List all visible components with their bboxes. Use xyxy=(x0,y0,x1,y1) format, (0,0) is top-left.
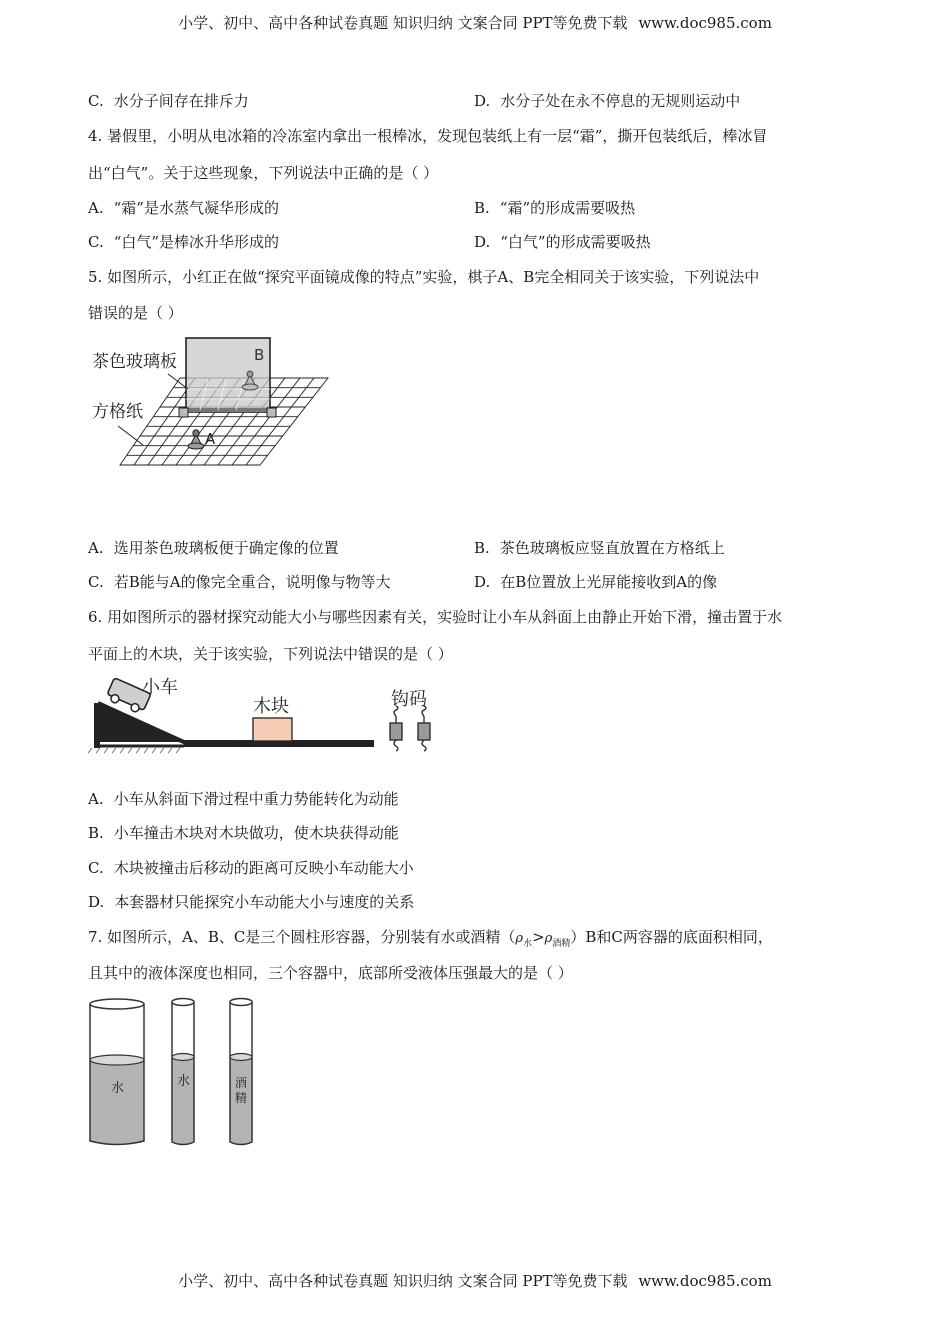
q6-stem-line2: 平面上的木块，关于该实验，下列说法中错误的是（ ） xyxy=(88,645,453,663)
q5-stem-line1: 5. 如图所示，小红正在做“探究平面镜成像的特点”实验，棋子A、B完全相同关于该实验，下列说法中 xyxy=(88,268,760,286)
page-footer xyxy=(0,1270,950,1291)
q5-mirror-figure xyxy=(88,334,338,474)
chess-piece-a xyxy=(188,430,204,449)
q7-containers-figure xyxy=(88,996,268,1151)
q6-option-d: D. 本套器材只能探究小车动能大小与速度的关系 xyxy=(88,893,415,911)
q7-stem-line1: 7. 如图所示，A、B、C是三个圆柱形容器，分别装有水或酒精$(\rho_水>\rho_{酒精})B$和C两容器的底面积相同， xyxy=(88,928,773,949)
q3-option-d: D. 水分子处在永不停息的无规则运动中 xyxy=(474,92,741,110)
container-a xyxy=(90,999,144,1145)
q6-option-a: A. 小车从斜面下滑过程中重力势能转化为动能 xyxy=(88,790,399,808)
q4-option-c: C. “白气”是棒冰升华形成的 xyxy=(88,233,280,251)
left-clip xyxy=(179,408,188,417)
footer-text: 小学、初中、高中各种试卷真题 知识归纳 文案合同 PPT等免费下载 xyxy=(178,1272,628,1290)
hook-weight-1 xyxy=(390,706,402,751)
container-b xyxy=(172,999,194,1145)
label-tinted-glass: 茶色玻璃板 xyxy=(92,352,177,372)
label-block: 木块 xyxy=(253,696,289,717)
q4-stem-line1: 4. 暑假里，小明从电冰箱的冷冻室内拿出一根棒冰，发现包装纸上有一层“霜”，撕开包装纸后，棒冰冒 xyxy=(88,127,768,145)
hook-weight-2 xyxy=(418,706,430,751)
q5-stem-line2: 错误的是（ ） xyxy=(88,304,183,322)
label-piece-a: A xyxy=(205,430,216,448)
q5-option-d: D. 在B位置放上光屏能接收到A的像 xyxy=(474,573,718,591)
q4-option-b: B. “霜”的形成需要吸热 xyxy=(474,199,636,217)
q5-option-b: B. 茶色玻璃板应竖直放置在方格纸上 xyxy=(474,539,725,557)
q4-option-a: A. “霜”是水蒸气凝华形成的 xyxy=(88,199,279,217)
q4-option-d: D. “白气”的形成需要吸热 xyxy=(474,233,651,251)
container-c xyxy=(230,999,252,1145)
label-cart: 小车 xyxy=(142,677,178,698)
label-container-c-2: 精 xyxy=(235,1091,248,1105)
q7-stem-line2: 且其中的液体深度也相同，三个容器中，底部所受液体压强最大的是（ ） xyxy=(88,964,573,982)
q4-stem-line2: 出“白气”。关于这些现象，下列说法中正确的是（ ） xyxy=(88,164,439,182)
page-header xyxy=(0,12,950,33)
label-container-a: 水 xyxy=(111,1081,125,1096)
ramp xyxy=(94,703,186,748)
q6-kinetic-energy-figure xyxy=(88,672,443,762)
label-grid-paper: 方格纸 xyxy=(92,402,143,422)
label-container-b: 水 xyxy=(177,1074,191,1089)
label-weights: 钩码 xyxy=(391,689,427,710)
header-text: 小学、初中、高中各种试卷真题 知识归纳 文案合同 PPT等免费下载 xyxy=(178,14,628,32)
wooden-block xyxy=(253,718,292,741)
q6-stem-line1: 6. 用如图所示的器材探究动能大小与哪些因素有关，实验时让小车从斜面上由静止开始下滑，撞击置于水 xyxy=(88,608,783,626)
footer-url: www.doc985.com xyxy=(638,1272,772,1290)
label-container-c-1: 酒 xyxy=(235,1076,248,1090)
q6-option-b: B. 小车撞击木块对木块做功，使木块获得动能 xyxy=(88,824,399,842)
q5-option-a: A. 选用茶色玻璃板便于确定像的位置 xyxy=(88,539,339,557)
q6-option-c: C. 木块被撞击后移动的距离可反映小车动能大小 xyxy=(88,859,414,877)
q3-option-c: C. 水分子间存在排斥力 xyxy=(88,92,249,110)
label-piece-b: B xyxy=(254,346,265,364)
q5-option-c: C. 若B能与A的像完全重合，说明像与物等大 xyxy=(88,573,391,591)
header-url: www.doc985.com xyxy=(638,14,772,32)
right-clip xyxy=(267,408,276,417)
